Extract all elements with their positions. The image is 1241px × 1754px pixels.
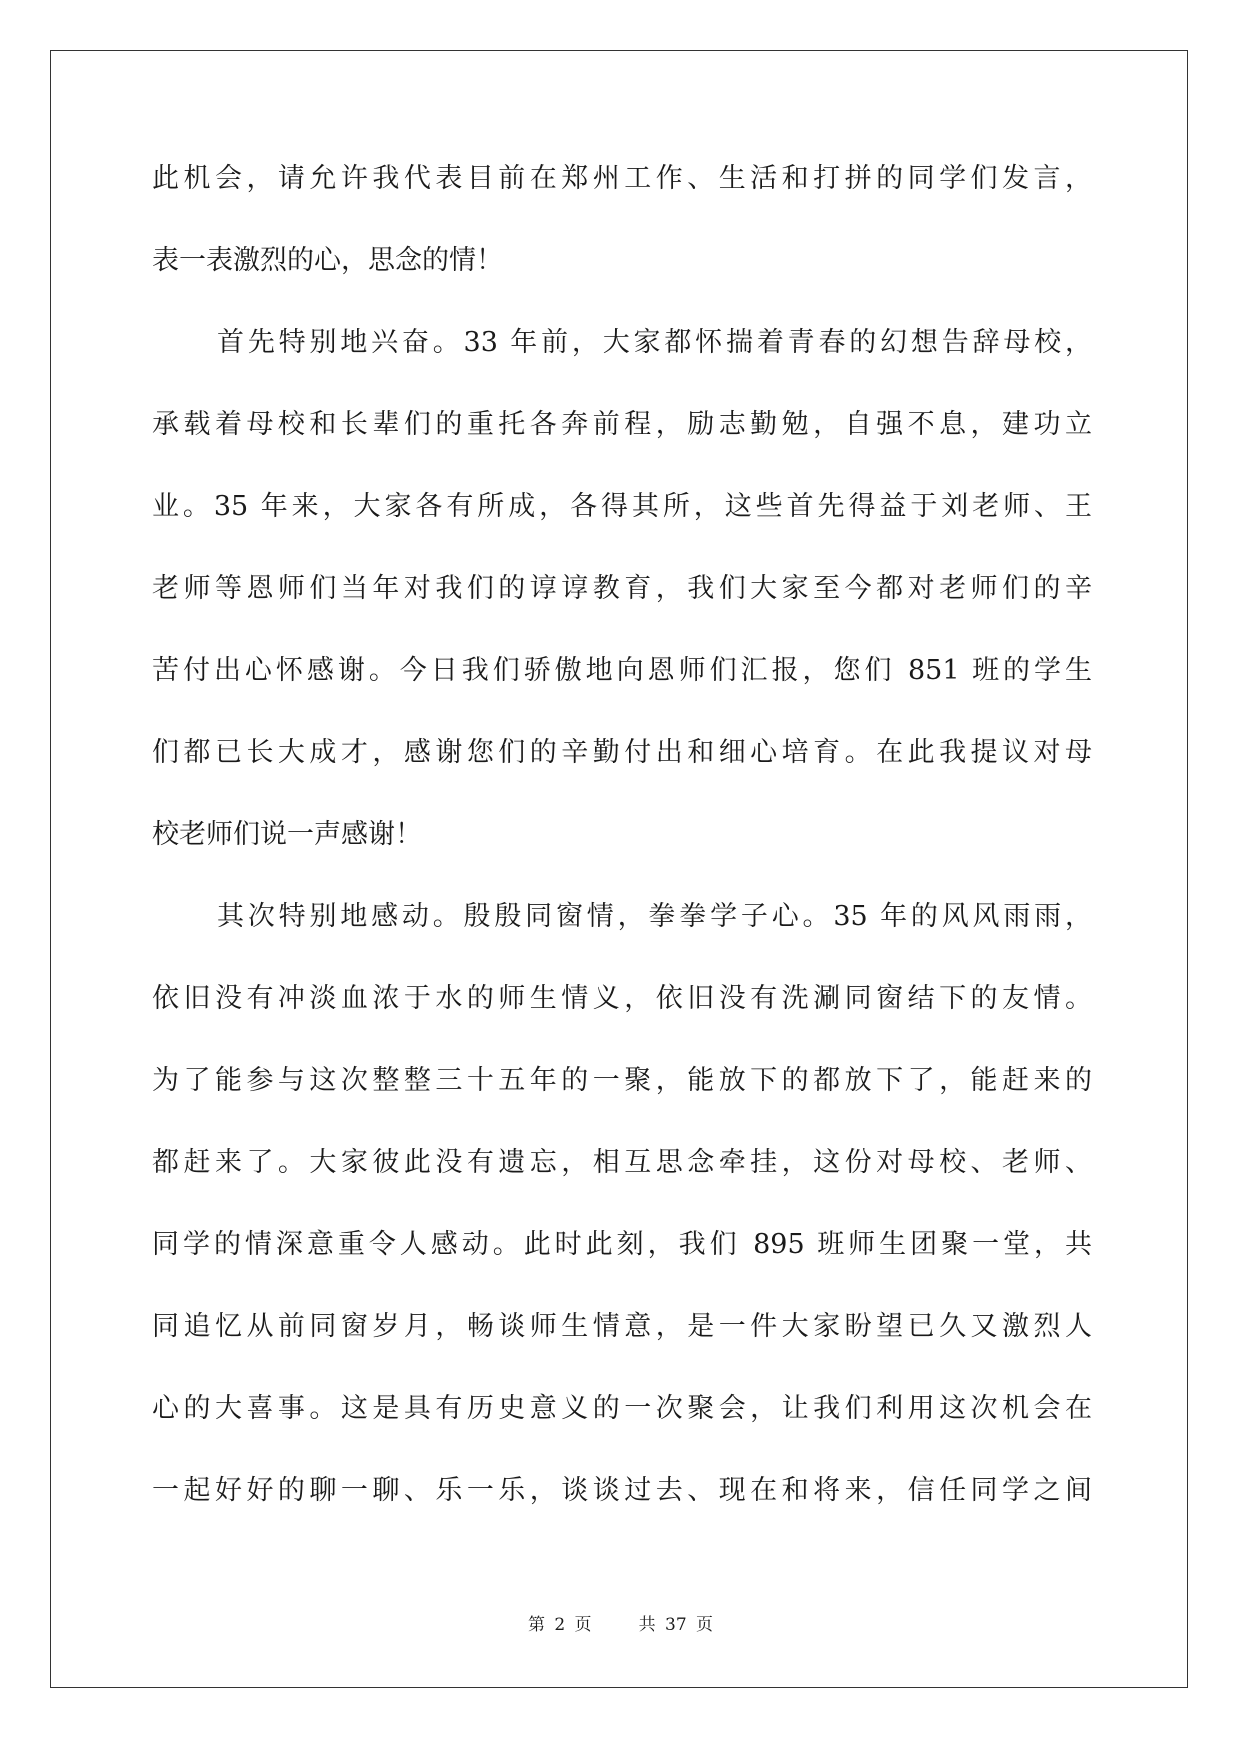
document-body bbox=[152, 154, 1092, 1548]
page-total: 共 37 页 bbox=[638, 1615, 714, 1635]
text-line: 心的大喜事。这是具有历史意义的一次聚会，让我们利用这次机会在 bbox=[152, 1393, 1092, 1424]
text-line: 此机会，请允许我代表目前在郑州工作、生活和打拼的同学们发言， bbox=[152, 163, 1092, 194]
text-line: 同学的情深意重令人感动。此时此刻，我们 895 班师生团聚一堂，共 bbox=[152, 1229, 1092, 1260]
text-line: 首先特别地兴奋。33 年前，大家都怀揣着青春的幻想告辞母校， bbox=[217, 327, 1092, 358]
text-line: 为了能参与这次整整三十五年的一聚，能放下的都放下了，能赶来的 bbox=[152, 1065, 1092, 1096]
page-number: 第 2 页 bbox=[527, 1615, 592, 1635]
text-line: 一起好好的聊一聊、乐一乐，谈谈过去、现在和将来，信任同学之间 bbox=[152, 1475, 1092, 1506]
text-line: 其次特别地感动。殷殷同窗情，拳拳学子心。35 年的风风雨雨， bbox=[217, 901, 1092, 932]
text-line: 都赶来了。大家彼此没有遗忘，相互思念牵挂，这份对母校、老师、 bbox=[152, 1147, 1092, 1178]
page-footer bbox=[0, 1610, 1241, 1635]
text-line: 苦付出心怀感谢。今日我们骄傲地向恩师们汇报，您们 851 班的学生 bbox=[152, 655, 1092, 686]
text-line: 同追忆从前同窗岁月，畅谈师生情意，是一件大家盼望已久又激烈人 bbox=[152, 1311, 1092, 1342]
text-line: 业。35 年来，大家各有所成，各得其所，这些首先得益于刘老师、王 bbox=[152, 491, 1092, 522]
text-line: 们都已长大成才，感谢您们的辛勤付出和细心培育。在此我提议对母 bbox=[152, 737, 1092, 768]
text-line: 老师等恩师们当年对我们的谆谆教育，我们大家至今都对老师们的辛 bbox=[152, 573, 1092, 604]
text-line: 校老师们说一声感谢！ bbox=[152, 819, 422, 850]
text-line: 依旧没有冲淡血浓于水的师生情义，依旧没有洗涮同窗结下的友情。 bbox=[152, 983, 1092, 1014]
text-line: 承载着母校和长辈们的重托各奔前程，励志勤勉，自强不息，建功立 bbox=[152, 409, 1092, 440]
text-line: 表一表激烈的心，思念的情！ bbox=[152, 245, 503, 276]
